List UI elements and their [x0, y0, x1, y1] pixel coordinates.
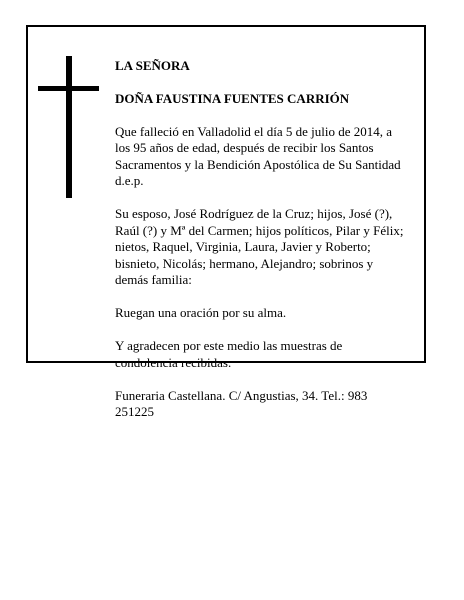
obituary-notice: [26, 25, 426, 419]
deceased-name: DOÑA FAUSTINA FUENTES CARRIÓN: [115, 90, 350, 106]
funeral-home-info: Funeraria Castellana. C/ Angustias, 34. Tel.: 983 251225: [115, 387, 368, 419]
cross-horizontal-bar: [38, 86, 99, 91]
notice-title-line-1: LA SEÑORA: [115, 57, 190, 73]
notice-text: [115, 41, 421, 437]
acknowledgement: Y agradecen por este medio las muestras de condolencia recibidas.: [115, 338, 343, 370]
family-list: Su esposo, José Rodríguez de la Cruz; hijos, José (?), Raúl (?) y Mª del Carmen; hijos políticos, Pilar y Félix; nietos, Raquel, Virginia, Laura, Javier y Roberto; bisnieto, Nicolás; hermano, Alejandro; sobrinos y demás familia:: [115, 206, 404, 287]
death-announcement: Que falleció en Valladolid el día 5 de julio de 2014, a los 95 años de edad, después de recibir los Santos Sacramentos y la Bendición Apostólica de Su Santidad d.e.p.: [115, 123, 401, 188]
cross-vertical-bar: [66, 56, 72, 198]
prayer-request: Ruegan una oración por su alma.: [115, 305, 287, 320]
